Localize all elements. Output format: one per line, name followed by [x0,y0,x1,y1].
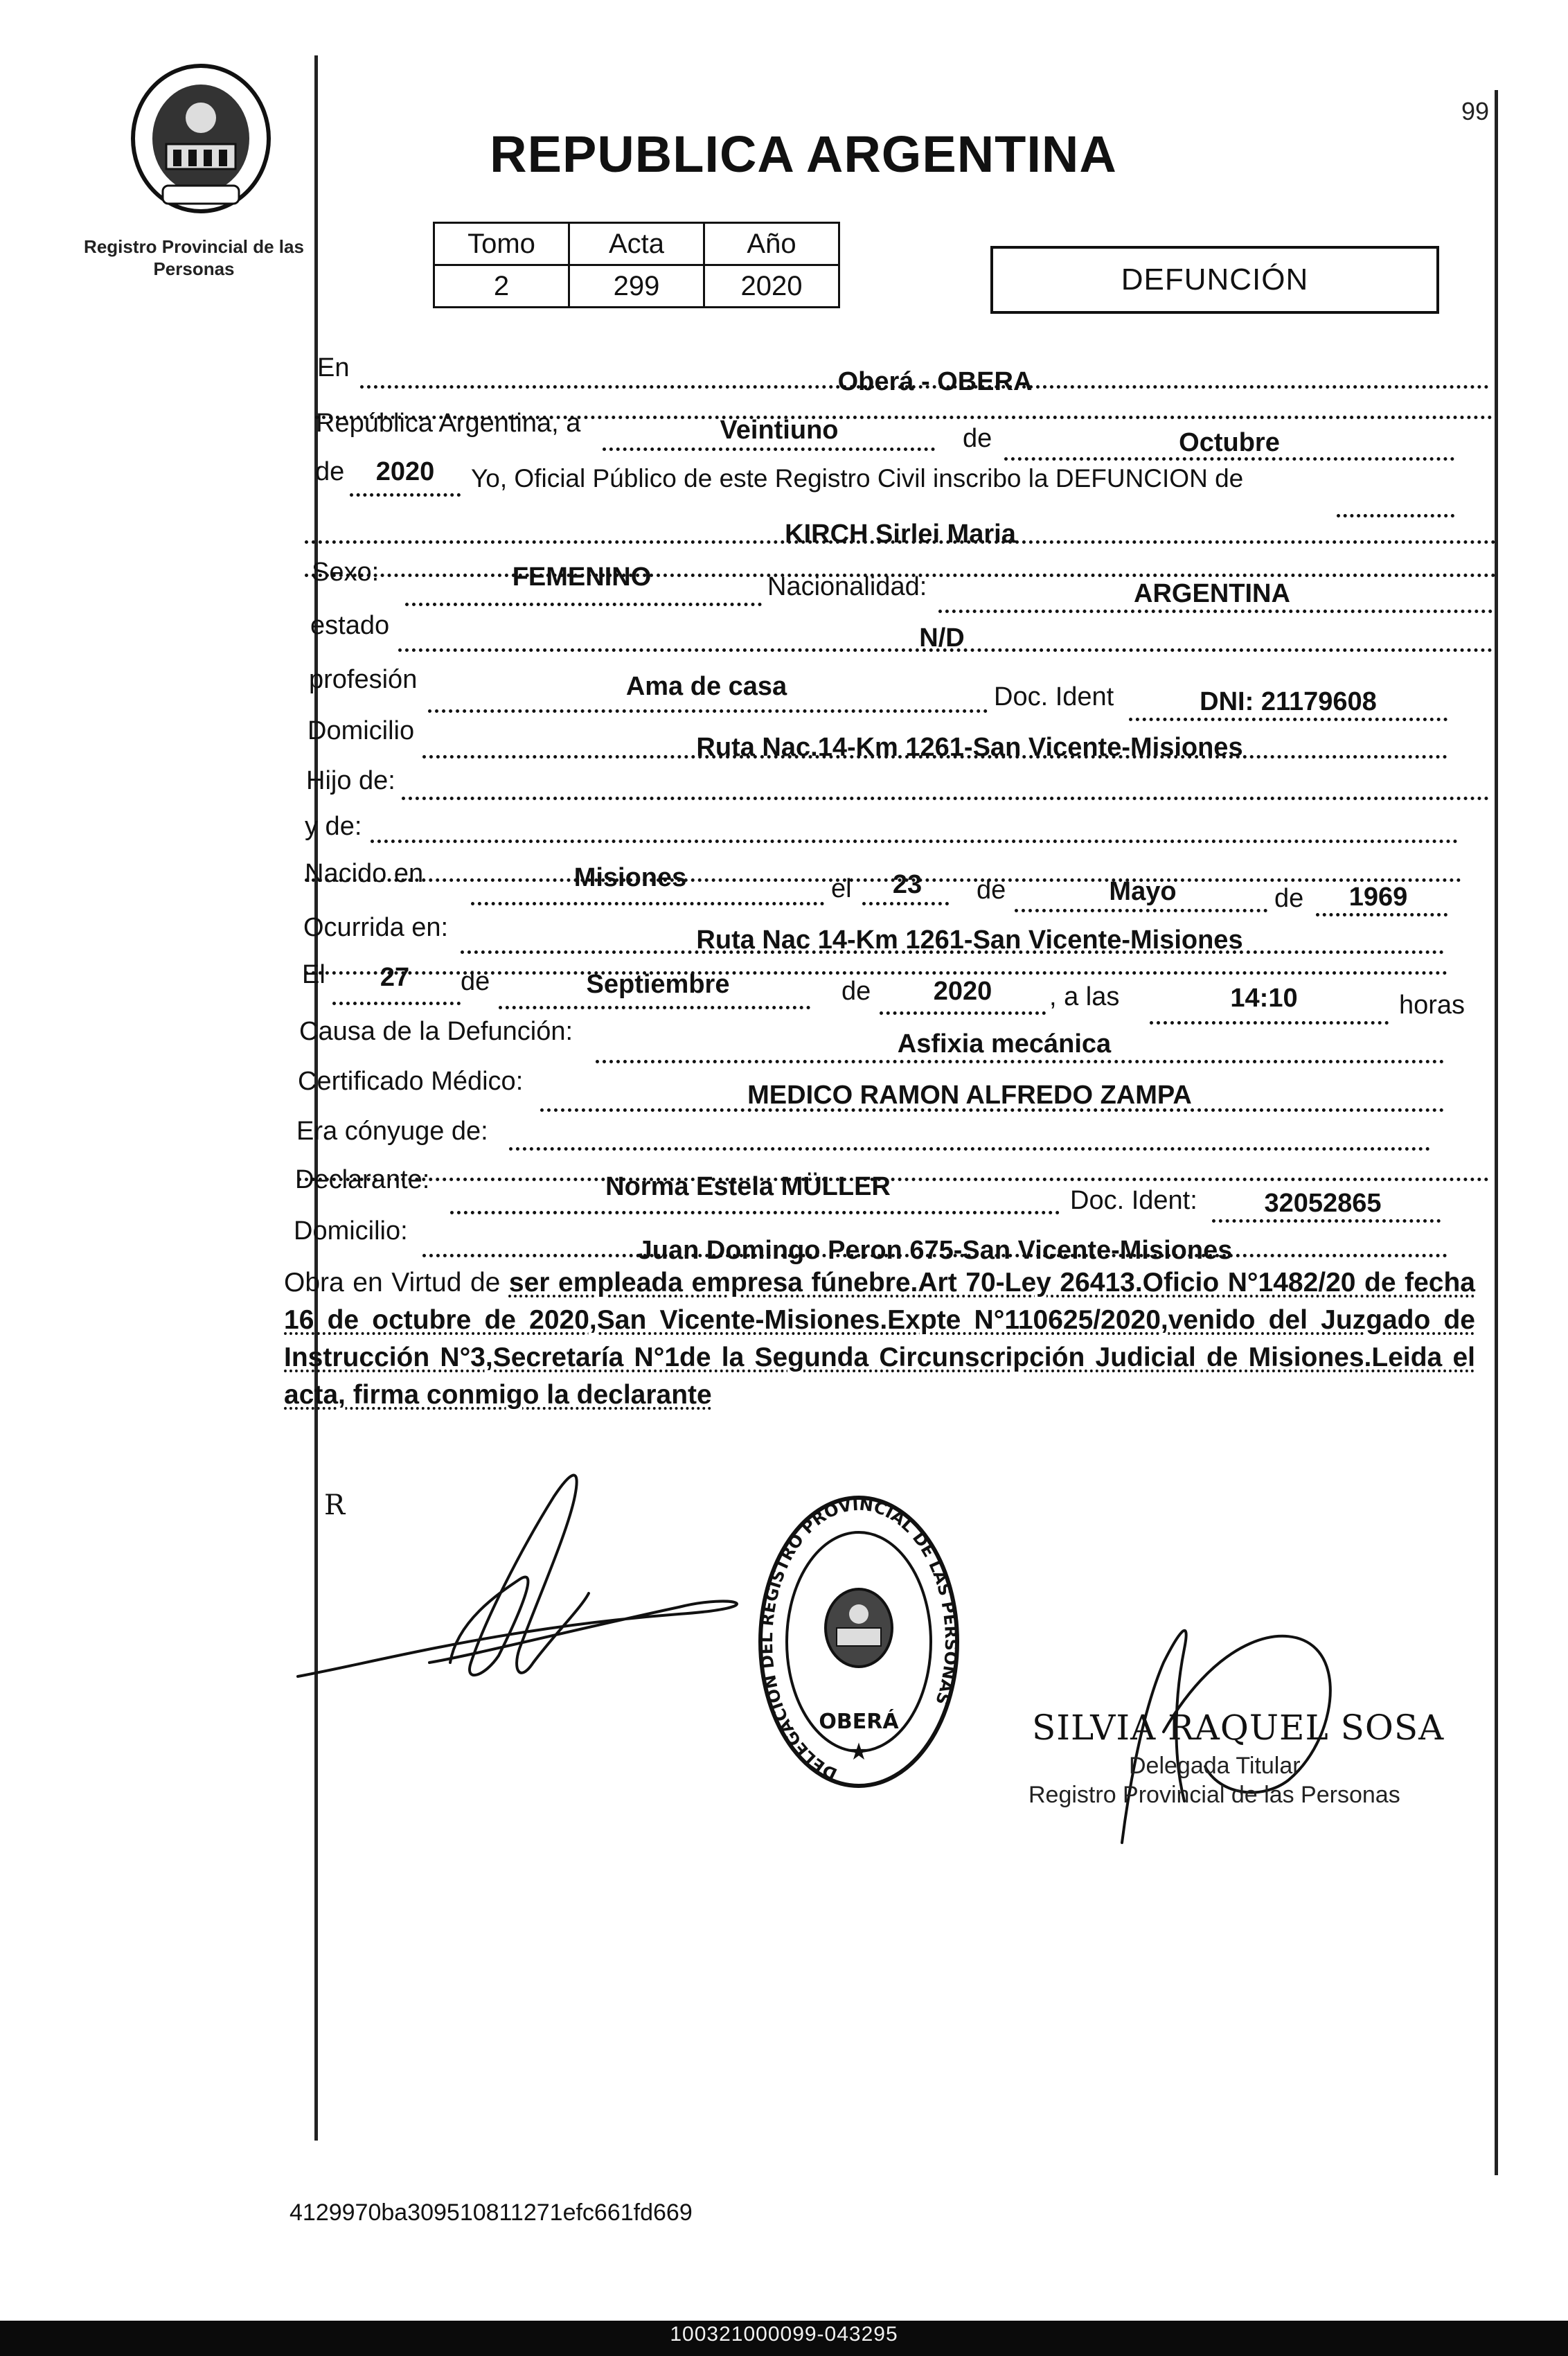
label-conyuge: Era cónyuge de: [296,1117,488,1146]
page-number: 99 [1461,97,1490,125]
label-en: En [317,353,350,382]
field-def-dia: 27 [380,963,410,992]
page-title: REPUBLICA ARGENTINA [490,125,1117,183]
label-doc-ident-2: Doc. Ident: [1070,1186,1197,1215]
dotted-line [450,1211,1060,1214]
dotted-line [509,1147,1430,1151]
tomo-acta-anio-table [433,222,840,308]
label-estado: estado [310,611,390,640]
field-nacido-en: Misiones [573,863,687,892]
field-sexo: FEMENINO [512,563,652,592]
field-nombre: KIRCH Sirlei Maria [785,520,1016,549]
label-el: el [831,874,852,903]
label-de-a: de [977,876,1006,905]
label-domicilio-2: Domicilio: [294,1216,408,1246]
label-declarante: Declarante: [295,1165,430,1194]
meta-header-acta: Acta [569,223,704,265]
field-doc-ident: DNI: 21179608 [1200,687,1377,716]
label-domicilio: Domicilio [308,716,415,745]
svg-text:★: ★ [848,1739,870,1765]
field-nac-mes: Mayo [1109,877,1177,906]
field-certificado: MEDICO RAMON ALFREDO ZAMPA [747,1081,1192,1110]
dotted-line [1129,718,1447,721]
label-de-c: de [461,967,490,996]
official-name: SILVIA RAQUEL SOSA [1032,1708,1445,1748]
field-nac-dia: 23 [892,870,923,899]
document-type-box: DEFUNCIÓN [990,246,1439,314]
dotted-line [499,1006,810,1009]
label-profesion: profesión [309,665,418,694]
label-a-las: , a las [1049,982,1120,1011]
field-def-hora: 14:10 [1230,984,1298,1013]
dotted-line [1015,909,1267,912]
label-y-de: y de: [305,812,362,841]
meta-header-tomo: Tomo [434,223,569,265]
stamp-city: OBERÁ [819,1710,899,1734]
field-declarante: Norma Estela MÜLLER [605,1172,891,1201]
handwritten-mark: R [324,1489,346,1521]
observations-block [284,1264,1475,1414]
field-declarante-domicilio: Juan Domingo Peron 675-San Vicente-Misiones [637,1236,1233,1265]
field-def-anio: 2020 [933,977,992,1006]
label-de-line: de [315,457,345,486]
observations-text: ser empleada empresa fúnebre.Art 70-Ley 26413.Oficio N°1482/20 de fecha 16 de octubre de 2020,San Vicente-Misiones.Expte N°110625/2020,venido del Juzgado de Instrucción N°3,Secretaría N°1de la Segunda Circunscripción Judicial de Misiones.Leida el acta, firma conmigo la declarante [284,1268,1475,1410]
label-de-d: de [841,977,871,1006]
dotted-line [862,902,949,905]
label-de: de [963,424,992,453]
dotted-line [596,1060,1444,1063]
dotted-line [371,840,1458,843]
dotted-line [350,493,461,497]
label-oficial-text: Yo, Oficial Público de este Registro Civil inscribo la DEFUNCION de [471,464,1244,493]
dotted-line [1337,514,1454,517]
label-nacido-en: Nacido en [305,859,424,888]
dotted-line [471,902,824,905]
official-office: Registro Provincial de las Personas [1028,1782,1400,1808]
label-nacionalidad: Nacionalidad: [767,572,927,601]
field-nacionalidad: ARGENTINA [1134,579,1290,608]
label-hijo-de: Hijo de: [306,766,395,795]
dotted-line [880,1011,1046,1015]
field-domicilio: Ruta Nac.14-Km 1261-San Vicente-Misiones [696,733,1243,762]
right-margin-line [1495,90,1498,2175]
dotted-line [402,797,1489,800]
label-republica-a: República Argentina, a [316,409,581,438]
meta-header-anio: Año [704,223,839,265]
footer-code: 100321000099-043295 [670,2323,898,2346]
field-dia-letras: Veintiuno [720,416,839,445]
dotted-line [603,448,935,451]
field-anio: 2020 [375,457,435,486]
stamp-ring-text: DELEGACION DEL REGISTRO PROVINCIAL DE LAS PERSONAS [756,1494,961,1784]
field-def-mes: Septiembre [586,970,730,999]
field-causa: Asfixia mecánica [897,1029,1112,1059]
label-sexo: Sexo: [312,558,380,587]
field-lugar: Oberá - OBERA [837,367,1033,396]
declarant-signature [291,1455,790,1704]
label-ocurrida-en: Ocurrida en: [303,913,449,942]
label-causa: Causa de la Defunción: [299,1017,573,1046]
dotted-line [405,603,762,606]
label-doc-ident: Doc. Ident [994,682,1114,711]
dotted-line [1316,913,1447,916]
field-estado: N/D [919,623,965,653]
meta-value-acta: 299 [569,265,704,308]
label-de-b: de [1274,884,1304,913]
observations-lead: Obra en Virtud de [284,1268,501,1297]
dotted-line [428,709,988,713]
misiones-seal-logo [125,62,277,215]
office-label: Registro Provincial de las Personas [84,236,304,279]
label-certificado: Certificado Médico: [298,1067,524,1096]
field-mes: Octubre [1179,428,1280,457]
dotted-line [938,610,1493,613]
label-horas: horas [1399,991,1465,1020]
meta-value-anio: 2020 [704,265,839,308]
field-nac-anio: 1969 [1348,883,1408,912]
label-el-cap: El [302,960,326,989]
field-profesion: Ama de casa [625,672,787,701]
dotted-line [1212,1219,1441,1223]
dotted-line [1150,1021,1389,1025]
field-declarante-doc: 32052865 [1264,1189,1382,1218]
meta-value-tomo: 2 [434,265,569,308]
field-ocurrida-en: Ruta Nac 14-Km 1261-San Vicente-Misiones [696,925,1243,955]
registry-stamp [755,1489,963,1794]
dotted-line [332,1002,461,1005]
official-role: Delegada Titular [1129,1753,1301,1779]
document-hash: 4129970ba309510811271efc661fd669 [289,2199,693,2226]
